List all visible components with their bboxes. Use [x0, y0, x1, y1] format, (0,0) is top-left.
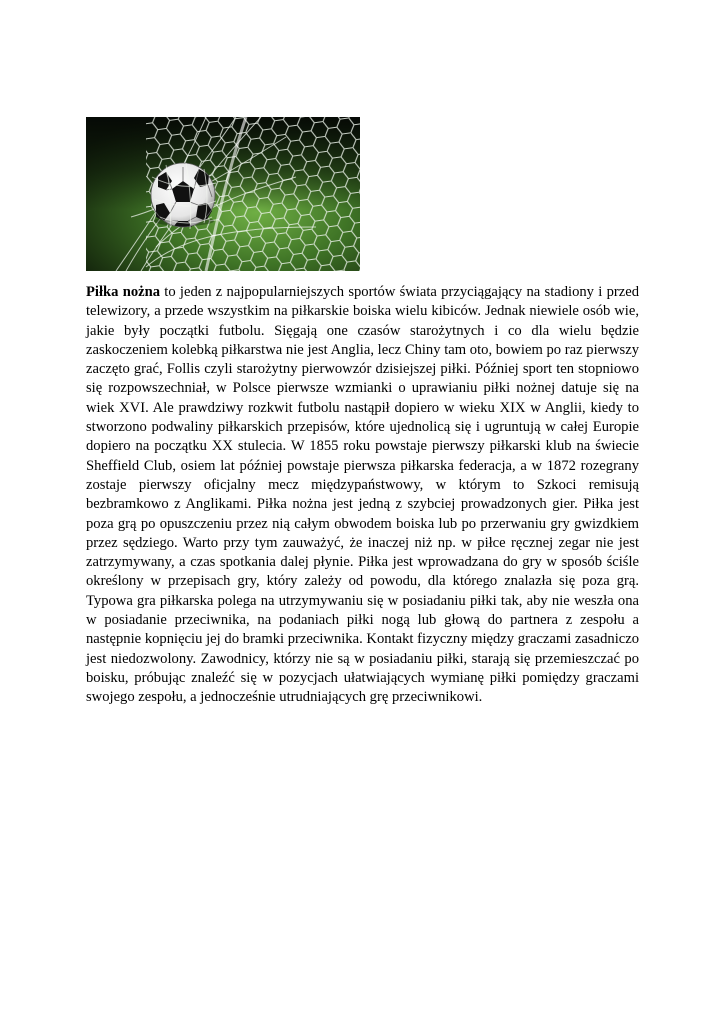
- photo-illustration: [86, 117, 360, 271]
- article-body-text: to jeden z najpopularniejszych sportów świata przyciągający na stadiony i przed telewizory, a przede wszystkim na piłkarskie boiska wielu kibiców. Jednak niewiele osób wie, jakie były początki futbolu. Sięgają one czasów starożytnych i co dla wielu będzie zaskoczeniem kolebką piłkarstwa nie jest Anglia, lecz Chiny tam oto, bowiem po raz pierwszy zaczęto grać, Follis czyli starożytny pierwowzór dzisiejszej piłki. Później sport ten stopniowo się rozpowszechniał, w Polsce pierwsze wzmianki o uprawianiu piłki nożnej datuje się na wiek XVI. Ale prawdziwy rozkwit futbolu nastąpił dopiero w wieku XIX w Anglii, kiedy to stworzono podwaliny piłkarskich przepisów, które ujednolicą się i ugruntują w całej Europie dopiero na początku XX stulecia. W 1855 roku powstaje pierwszy piłkarski klub na świecie Sheffield Club, osiem lat później powstaje pierwsza piłkarska federacja, a w 1872 rozegrany zostaje pierwszy oficjalny mecz międzypaństwowy, w którym to Szkoci remisują bezbramkowo z Anglikami. Piłka nożna jest jedną z szybciej prowadzonych gier. Piłka jest poza grą po opuszczeniu przez nią całym obwodem boiska lub po przerwaniu gry gwizdkiem przez sędziego. Warto przy tym zauważyć, że inaczej niż np. w piłce ręcznej zegar nie jest zatrzymywany, a czas spotkania dalej płynie. Piłka jest wprowadzana do gry w sposób ściśle określony w przepisach gry, który zależy od powodu, dla którego znalazła się poza grą. Typowa gra piłkarska polega na utrzymywaniu się w posiadaniu piłki tak, aby nie weszła ona w posiadanie przeciwnika, na podaniach piłki nogą lub głową do partnera z zespołu a następnie kopnięciu jej do bramki przeciwnika. Kontakt fizyczny między graczami zasadniczo jest niedozwolony. Zawodnicy, którzy nie są w posiadaniu piłki, starają się przemieszczać po boisku, próbując znaleźć się w pozycjach ułatwiających wymianę piłki pomiędzy graczami swojego zespołu, a jednocześnie utrudniających grę przeciwnikowi.: [86, 284, 639, 706]
- soccer-ball-net-photo: [86, 117, 360, 271]
- article-lead-term: Piłka nożna: [86, 284, 161, 300]
- article-paragraph: [86, 283, 639, 708]
